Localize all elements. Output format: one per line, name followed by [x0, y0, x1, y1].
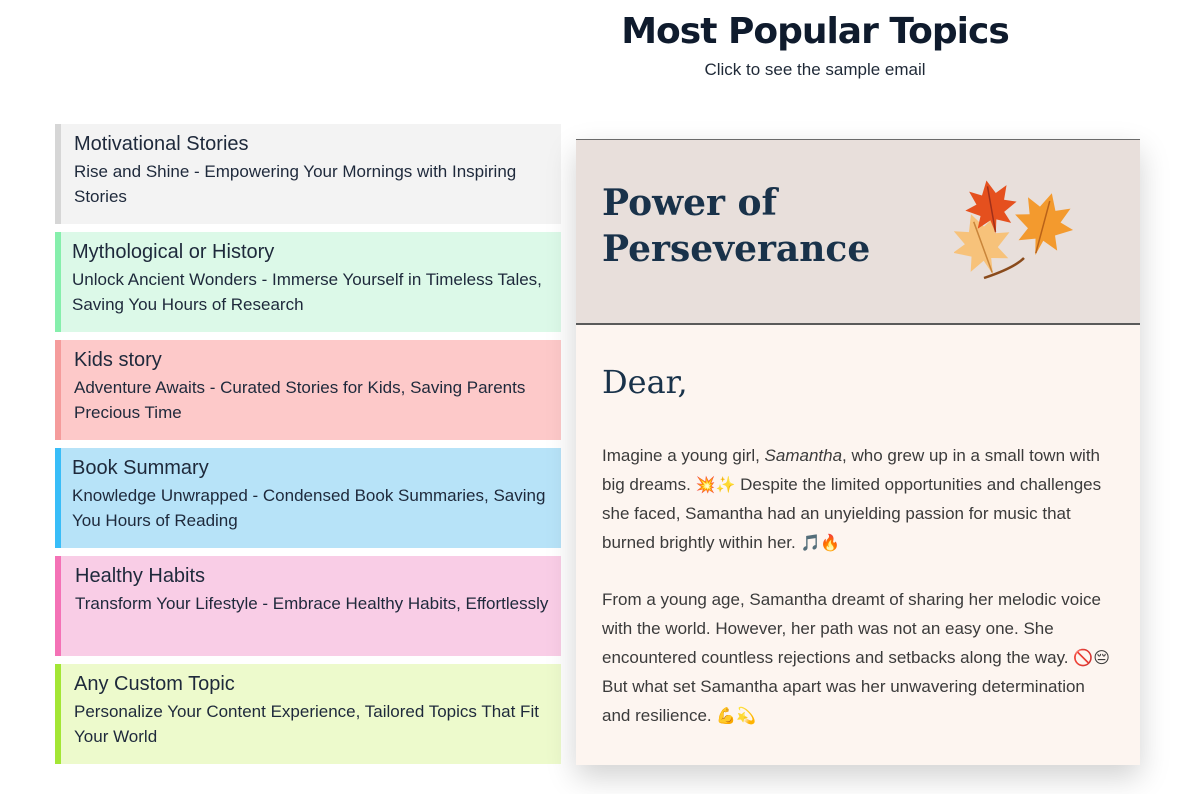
sparkle-emoji-icon: 💥✨: [695, 475, 736, 494]
topic-description: Unlock Ancient Wonders - Immerse Yourself in Timeless Tales, Saving You Hours of Research: [72, 270, 542, 314]
sample-email-card: [576, 139, 1140, 765]
page-title: Most Popular Topics: [621, 11, 1009, 52]
topic-description: Knowledge Unwrapped - Condensed Book Summaries, Saving You Hours of Reading: [72, 486, 546, 530]
topic-item-book-summary[interactable]: [55, 448, 561, 548]
section-header: [520, 10, 1110, 80]
email-paragraph-2: [602, 585, 1114, 730]
muscle-dizzy-emoji-icon: 💪💫: [716, 706, 757, 725]
autumn-leaves-icon: [954, 178, 1078, 288]
topic-title: Kids story: [74, 349, 162, 371]
topic-title: Mythological or History: [72, 241, 275, 263]
topic-list: [55, 124, 561, 772]
text-span: From a young age, Samantha dreamt of sharing her melodic voice with the world. However, her path was not an easy one. She encountered countless rejections and setbacks along the way.: [602, 590, 1101, 667]
topic-description: Rise and Shine - Empowering Your Mornings with Inspiring Stories: [74, 162, 517, 206]
topic-item-mythological[interactable]: [55, 232, 561, 332]
music-fire-emoji-icon: 🎵🔥: [800, 533, 841, 552]
topic-title: Motivational Stories: [74, 133, 249, 155]
topic-description: Transform Your Lifestyle - Embrace Healthy Habits, Effortlessly: [75, 594, 549, 613]
email-greeting: Dear,: [602, 363, 688, 401]
topic-title: Healthy Habits: [75, 565, 206, 587]
topic-item-custom[interactable]: [55, 664, 561, 764]
topic-description: Adventure Awaits - Curated Stories for Kids, Saving Parents Precious Time: [74, 378, 526, 422]
text-span: But what set Samantha apart was her unwavering determination and resilience.: [602, 677, 1085, 725]
text-span: Imagine a young girl,: [602, 446, 765, 465]
email-title-line1: Power of: [602, 182, 778, 224]
text-span: , who grew up in a small town with big dreams.: [602, 446, 1100, 494]
email-header: [576, 140, 1140, 325]
no-sad-emoji-icon: 🚫😔: [1073, 648, 1110, 667]
email-paragraph-1: [602, 441, 1114, 557]
email-title: [602, 180, 870, 272]
page-subtitle: Click to see the sample email: [704, 60, 926, 79]
topic-item-healthy-habits[interactable]: [55, 556, 561, 656]
topic-title: Any Custom Topic: [74, 673, 235, 695]
topic-item-motivational[interactable]: [55, 124, 561, 224]
text-span: Despite the limited opportunities and challenges she faced, Samantha had an unyielding passion for music that burned brightly within her.: [602, 475, 1102, 552]
topic-title: Book Summary: [72, 457, 209, 479]
topic-item-kids-story[interactable]: [55, 340, 561, 440]
topic-description: Personalize Your Content Experience, Tailored Topics That Fit Your World: [74, 702, 539, 746]
character-name: Samantha: [764, 446, 843, 465]
email-body: [576, 325, 1140, 730]
email-title-line2: Perseverance: [602, 228, 871, 270]
